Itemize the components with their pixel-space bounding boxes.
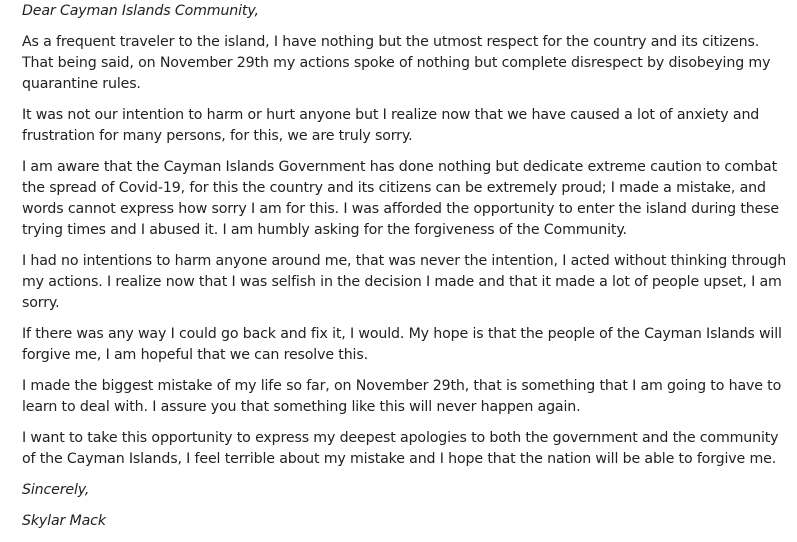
letter-signature: Skylar Mack <box>22 513 106 529</box>
letter-paragraph: If there was any way I could go back and fix it, I would. My hope is that the people of the Cayman Islands will forgive me, I am hopeful that we can resolve this. <box>22 326 782 363</box>
letter-paragraph: It was not our intention to harm or hurt anyone but I realize now that we have caused a lot of anxiety and frustration for many persons, for this, we are truly sorry. <box>22 107 760 144</box>
letter-paragraph: I made the biggest mistake of my life so far, on November 29th, that is something that I am going to have to learn to deal with. I assure you that something like this will never happen again. <box>22 378 782 415</box>
apology-letter <box>22 1 790 542</box>
letter-paragraph: I want to take this opportunity to express my deepest apologies to both the government and the community of the Cayman Islands, I feel terrible about my mistake and I hope that the nation will be able to forgive me. <box>22 430 779 467</box>
letter-paragraph: I had no intentions to harm anyone around me, that was never the intention, I acted without thinking through my actions. I realize now that I was selfish in the decision I made and that it made a lot of people upset, I am sorry. <box>22 253 787 311</box>
letter-greeting: Dear Cayman Islands Community, <box>22 3 259 19</box>
letter-closing: Sincerely, <box>22 482 90 498</box>
letter-paragraph: As a frequent traveler to the island, I have nothing but the utmost respect for the country and its citizens. That being said, on November 29th my actions spoke of nothing but complete disrespect by disobeying my quarantine rules. <box>22 34 771 92</box>
letter-paragraph: I am aware that the Cayman Islands Government has done nothing but dedicate extreme caution to combat the spread of Covid-19, for this the country and its citizens can be extremely proud; I made a mistake, and words cannot express how sorry I am for this. I was afforded the opportunity to enter the island during these trying times and I abused it. I am humbly asking for the forgiveness of the Community. <box>22 159 780 238</box>
